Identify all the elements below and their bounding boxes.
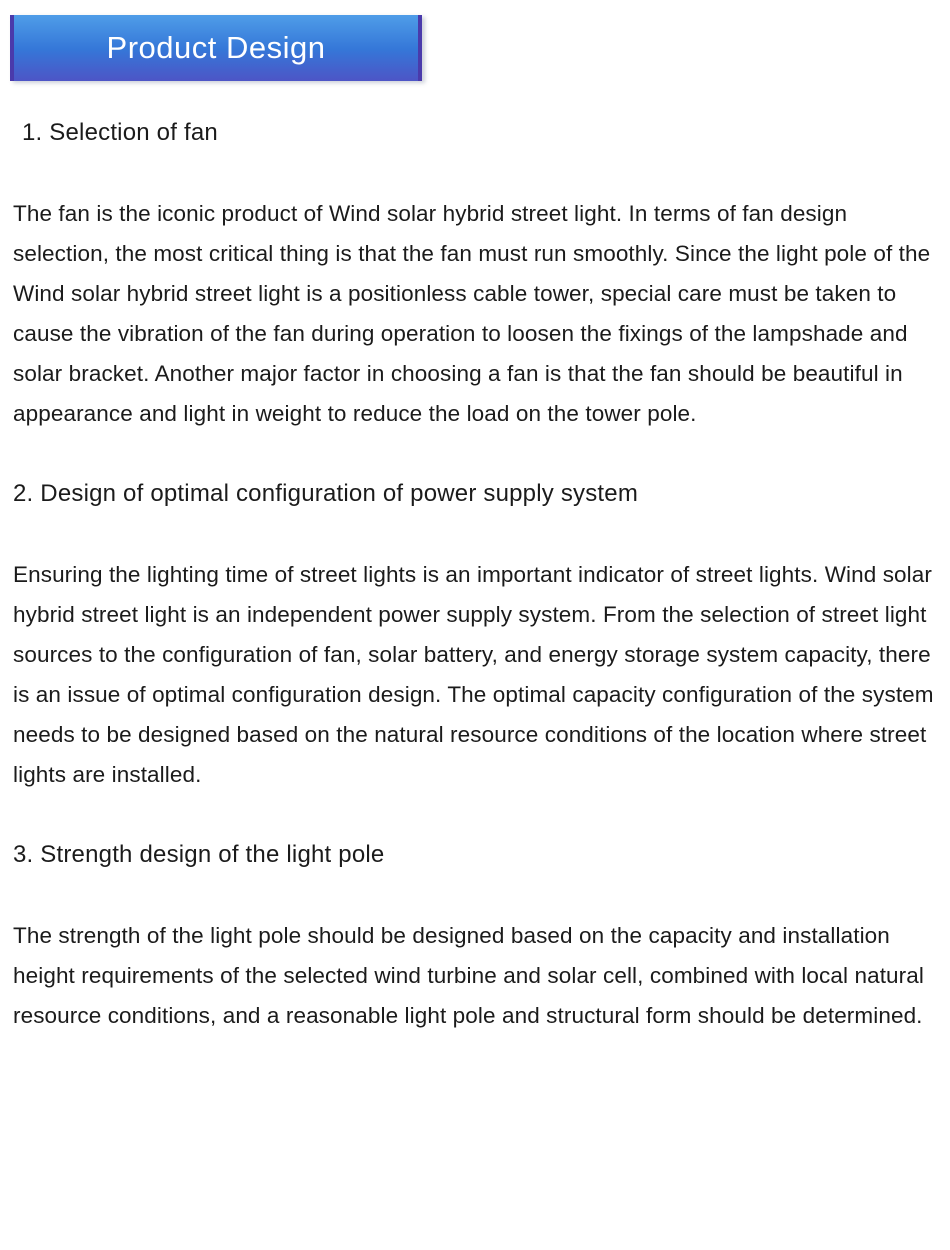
section-heading-light-pole-strength: 3. Strength design of the light pole [13, 841, 385, 868]
paragraph-selection-of-fan: The fan is the iconic product of Wind solar hybrid street light. In terms of fan design selection, the most critical thing is that the fan must run smoothly. Since the light pole of the Wind solar hybrid street light is a positionless cable tower, special care must be taken to cause the vibration of the fan during operation to loosen the fixings of the lampshade and solar bracket. Another major factor in choosing a fan is that the fan should be beautiful in appearance and light in weight to reduce the load on the tower pole. [13, 201, 931, 426]
paragraph-power-supply-configuration: Ensuring the lighting time of street lights is an important indicator of street lights. Wind solar hybrid street light is an independent power supply system. From the selection of street light sources to the configuration of fan, solar battery, and energy storage system capacity, there is an issue of optimal configuration design. The optimal capacity configuration of the system needs to be designed based on the natural resource conditions of the location where street lights are installed. [13, 562, 934, 787]
banner-title: Product Design [106, 30, 326, 65]
section-heading-selection-of-fan: 1. Selection of fan [22, 119, 218, 146]
section-heading-power-supply-configuration: 2. Design of optimal configuration of power supply system [13, 480, 639, 507]
article-content [0, 118, 950, 1036]
paragraph-light-pole-strength: The strength of the light pole should be designed based on the capacity and installation height requirements of the selected wind turbine and solar cell, combined with local natural resource conditions, and a reasonable light pole and structural form should be determined. [13, 923, 924, 1028]
product-design-banner [10, 15, 422, 81]
